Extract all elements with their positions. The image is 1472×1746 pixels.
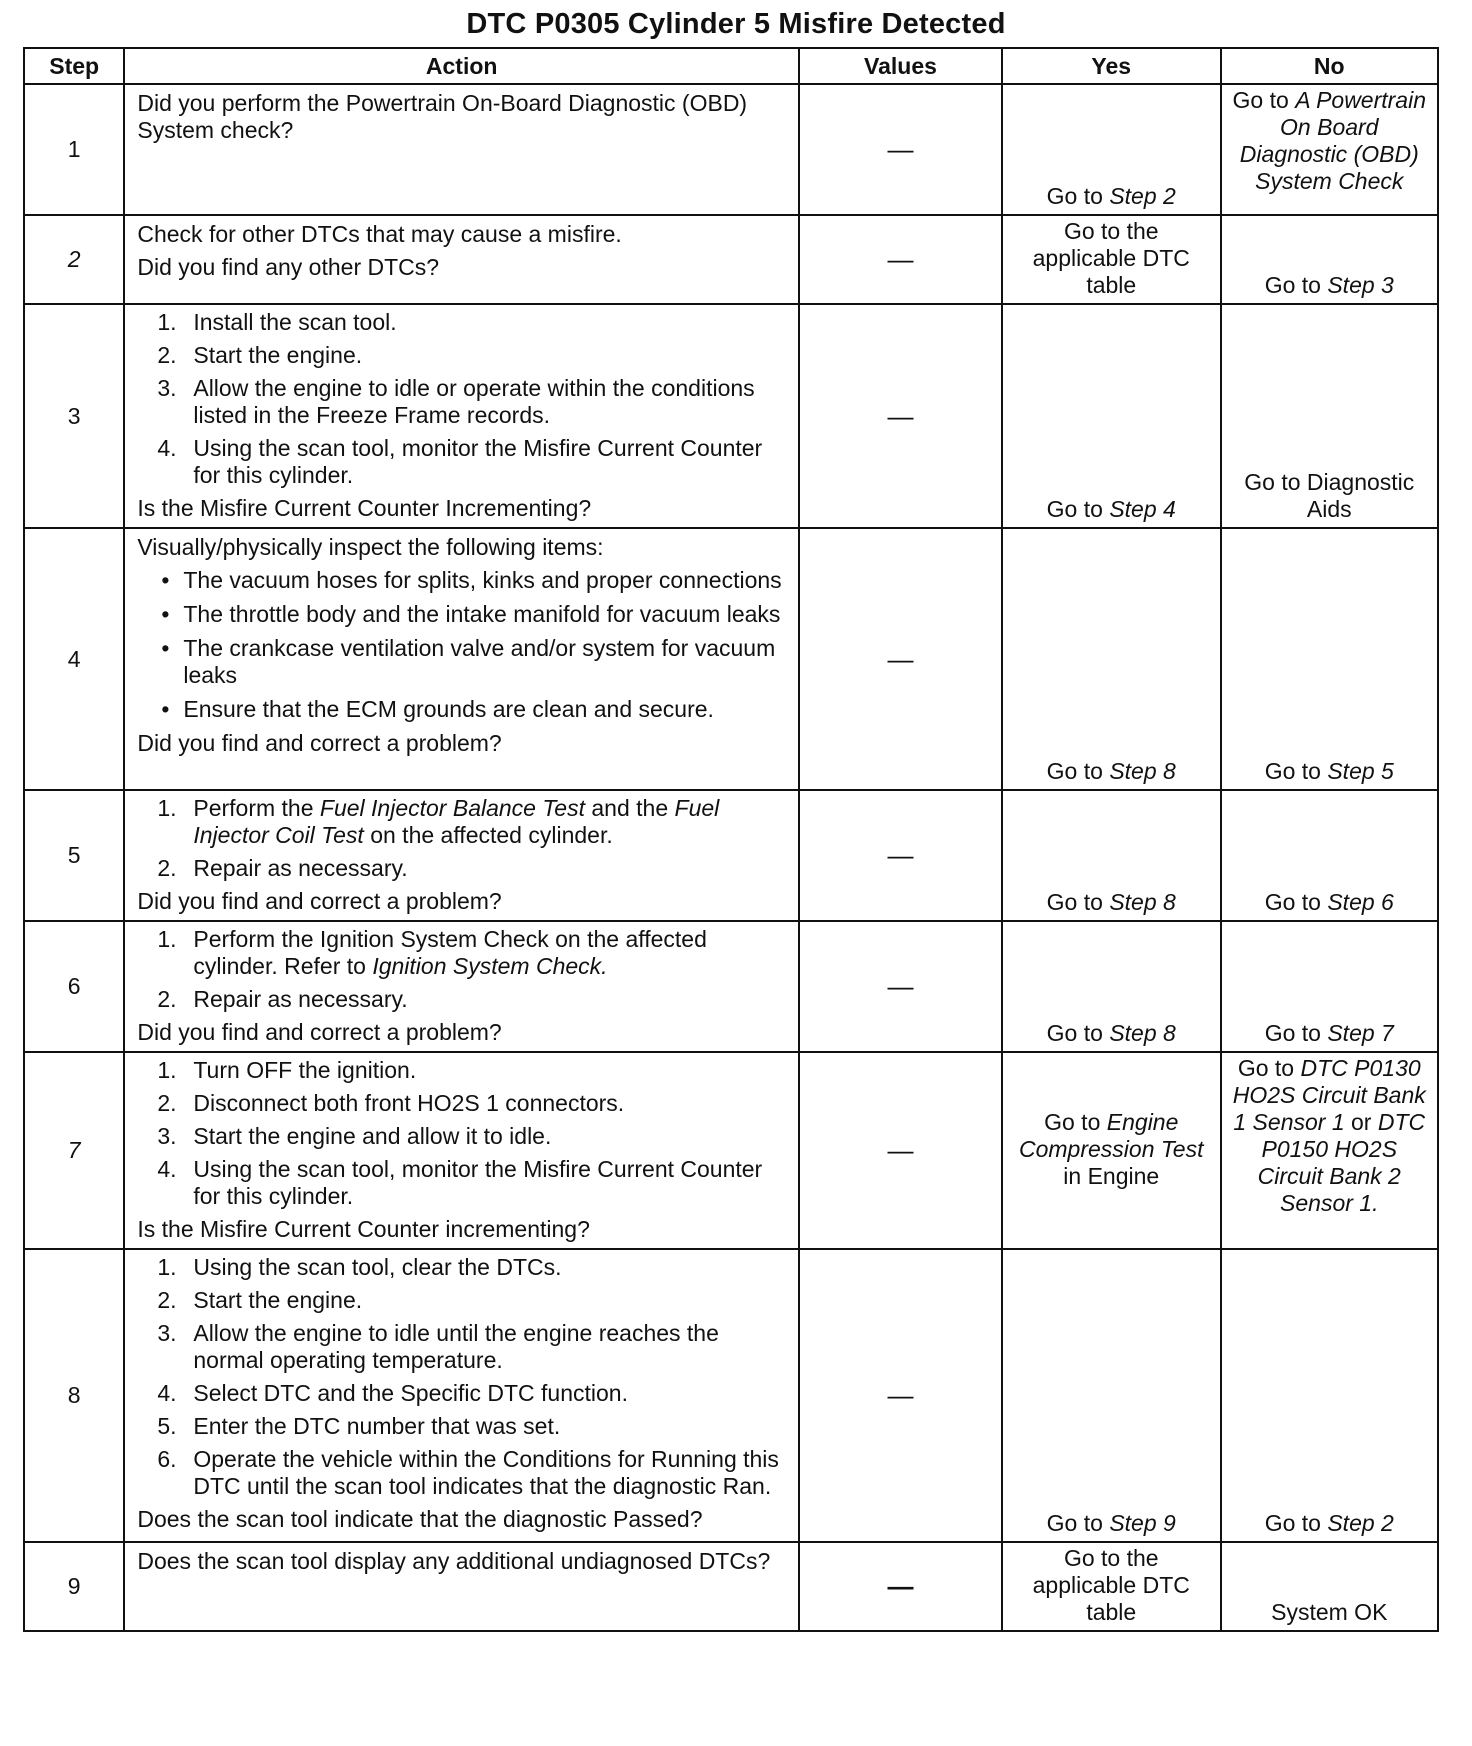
value-cell: —	[799, 1542, 1002, 1631]
action-steps	[137, 795, 788, 882]
table-row	[24, 1542, 1438, 1631]
item-text: Perform the Ignition System Check on the affected cylinder. Refer to	[193, 926, 707, 979]
item-number: 5.	[157, 1413, 177, 1439]
yes-prefix: Go to	[1044, 1109, 1107, 1135]
list-item	[137, 696, 788, 723]
item-number: 4.	[157, 1380, 177, 1406]
yes-link[interactable]: Step 8	[1109, 1020, 1176, 1046]
list-item	[137, 986, 788, 1013]
bullet-icon: •	[161, 601, 170, 627]
table-row	[24, 528, 1438, 790]
value-cell: —	[799, 304, 1002, 528]
step-number: 9	[24, 1542, 124, 1631]
header-step: Step	[24, 48, 124, 84]
yes-prefix: Go to	[1046, 183, 1110, 209]
item-text: Using the scan tool, monitor the Misfire Current Counter for this cylinder.	[193, 435, 763, 488]
item-text: Operate the vehicle within the Conditions for Running this DTC until the scan tool indicates that the diagnostic Ran.	[193, 1446, 779, 1499]
no-link[interactable]: Step 2	[1327, 1510, 1394, 1536]
yes-link[interactable]: Step 4	[1109, 496, 1176, 522]
item-number: 1.	[157, 926, 177, 952]
item-text: on the affected cylinder.	[363, 822, 613, 848]
list-item	[137, 601, 788, 628]
step-number: 4	[24, 528, 124, 790]
item-number: 2.	[157, 986, 177, 1012]
yes-cell	[1002, 1052, 1221, 1249]
list-item	[137, 1320, 788, 1374]
item-text: Repair as necessary.	[193, 855, 408, 881]
yes-cell	[1002, 304, 1221, 528]
action-question: Did you find any other DTCs?	[137, 254, 440, 280]
item-number: 1.	[157, 309, 177, 335]
value-cell: —	[799, 528, 1002, 790]
header-yes: Yes	[1002, 48, 1221, 84]
step-number: 5	[24, 790, 124, 921]
item-number: 3.	[157, 1123, 177, 1149]
no-link[interactable]: Step 7	[1327, 1020, 1394, 1046]
item-number: 2.	[157, 1287, 177, 1313]
item-text: Install the scan tool.	[193, 309, 397, 335]
value-cell: —	[799, 790, 1002, 921]
action-cell	[124, 304, 799, 528]
list-item	[137, 1254, 788, 1281]
action-cell	[124, 1249, 799, 1542]
item-number: 4.	[157, 435, 177, 461]
item-text: Using the scan tool, monitor the Misfire Current Counter for this cylinder.	[193, 1156, 763, 1209]
header-values: Values	[799, 48, 1002, 84]
list-item	[137, 855, 788, 882]
list-item	[137, 1380, 788, 1407]
yes-link[interactable]: Engine Compression Test	[1018, 1109, 1204, 1162]
list-item	[137, 342, 788, 369]
table-row	[24, 304, 1438, 528]
yes-cell	[1002, 790, 1221, 921]
action-question: Is the Misfire Current Counter incrementing?	[137, 1216, 590, 1242]
action-question: Is the Misfire Current Counter Incrementing?	[137, 495, 592, 521]
no-prefix: Go to	[1264, 1020, 1328, 1046]
item-number: 2.	[157, 342, 177, 368]
value-cell: —	[799, 1052, 1002, 1249]
list-item	[137, 1123, 788, 1150]
table-row	[24, 84, 1438, 215]
no-connector: or	[1344, 1109, 1378, 1135]
list-item	[137, 375, 788, 429]
no-cell[interactable]: Go to Diagnostic Aids	[1221, 304, 1438, 528]
step-number-cell	[24, 215, 124, 304]
yes-cell[interactable]: Go to the applicable DTC table	[1002, 215, 1221, 304]
no-cell	[1221, 790, 1438, 921]
action-cell	[124, 1052, 799, 1249]
yes-prefix: Go to	[1046, 1510, 1110, 1536]
yes-prefix: Go to	[1046, 889, 1110, 915]
list-item	[137, 567, 788, 594]
bullet-icon: •	[161, 567, 170, 593]
action-question: Did you find and correct a problem?	[137, 1019, 502, 1045]
item-text: Allow the engine to idle or operate within the conditions listed in the Freeze Frame records.	[193, 375, 755, 428]
item-number: 3.	[157, 1320, 177, 1346]
item-text: Turn OFF the ignition.	[193, 1057, 417, 1083]
item-text: Repair as necessary.	[193, 986, 408, 1012]
list-item	[137, 1057, 788, 1084]
item-text: Start the engine.	[193, 1287, 363, 1313]
no-cell	[1221, 528, 1438, 790]
procedure-link[interactable]: Fuel Injector Coil Test	[193, 795, 720, 848]
yes-cell	[1002, 84, 1221, 215]
no-cell	[1221, 921, 1438, 1052]
no-prefix: Go to	[1264, 758, 1328, 784]
list-item	[137, 926, 788, 980]
item-text: The crankcase ventilation valve and/or system for vacuum leaks	[183, 635, 776, 688]
action-cell	[124, 790, 799, 921]
item-text: and the	[584, 795, 675, 821]
list-item	[137, 1413, 788, 1440]
item-number: 1.	[157, 795, 177, 821]
inspection-bullets	[137, 567, 788, 723]
item-text: Perform the	[193, 795, 320, 821]
no-link[interactable]: Step 6	[1327, 889, 1394, 915]
header-no: No	[1221, 48, 1438, 84]
step-number: 8	[24, 1249, 124, 1542]
yes-link[interactable]: Step 2	[1109, 183, 1176, 209]
procedure-link[interactable]: Fuel Injector Balance Test	[319, 795, 585, 821]
no-link[interactable]: DTC P0150 HO2S Circuit Bank 2 Sensor 1.	[1257, 1109, 1426, 1216]
list-item	[137, 435, 788, 489]
item-number: 6.	[157, 1446, 177, 1472]
step-number: 7	[67, 1137, 81, 1163]
yes-cell	[1002, 921, 1221, 1052]
no-cell	[1221, 1052, 1438, 1249]
value-cell: —	[799, 215, 1002, 304]
no-cell	[1221, 215, 1438, 304]
list-item	[137, 1090, 788, 1117]
list-item	[137, 635, 788, 689]
step-number: 1	[24, 84, 124, 215]
action-steps	[137, 1057, 788, 1210]
item-text: Disconnect both front HO2S 1 connectors.	[193, 1090, 625, 1116]
bullet-icon: •	[161, 635, 170, 661]
page-title: DTC P0305 Cylinder 5 Misfire Detected	[466, 8, 1006, 40]
no-cell	[1221, 1249, 1438, 1542]
action-cell	[124, 84, 799, 215]
yes-link[interactable]: Step 9	[1109, 1510, 1176, 1536]
action-question: Does the scan tool indicate that the diagnostic Passed?	[137, 1506, 703, 1532]
procedure-link[interactable]: Ignition System Check.	[372, 953, 608, 979]
no-prefix: Go to	[1264, 272, 1328, 298]
action-cell	[124, 1542, 799, 1631]
item-number: 4.	[157, 1156, 177, 1182]
table-row	[24, 790, 1438, 921]
item-text: Allow the engine to idle until the engine reaches the normal operating temperature.	[193, 1320, 719, 1373]
action-text: Check for other DTCs that may cause a misfire.	[137, 221, 622, 247]
list-item	[137, 1446, 788, 1500]
no-link[interactable]: A Powertrain On Board Diagnostic (OBD) System Check	[1239, 87, 1426, 194]
action-steps	[137, 309, 788, 489]
no-link[interactable]: Step 5	[1327, 758, 1394, 784]
table-row	[24, 1249, 1438, 1542]
no-prefix: Go to	[1232, 87, 1296, 113]
item-text: Ensure that the ECM grounds are clean and secure.	[183, 696, 714, 722]
action-question: Did you find and correct a problem?	[137, 730, 502, 756]
no-link[interactable]: Step 3	[1327, 272, 1394, 298]
yes-link[interactable]: Step 8	[1109, 758, 1176, 784]
action-question: Does the scan tool display any additional undiagnosed DTCs?	[137, 1548, 771, 1574]
list-item	[137, 309, 788, 336]
table-header-row	[24, 48, 1438, 84]
diagnostic-table	[23, 47, 1439, 1632]
no-cell: System OK	[1221, 1542, 1438, 1631]
yes-prefix: Go to	[1046, 496, 1110, 522]
action-question: Did you find and correct a problem?	[137, 888, 502, 914]
no-prefix: Go to	[1237, 1055, 1301, 1081]
item-text: The vacuum hoses for splits, kinks and proper connections	[183, 567, 782, 593]
item-number: 2.	[157, 855, 177, 881]
item-text: Start the engine and allow it to idle.	[193, 1123, 552, 1149]
action-cell	[124, 921, 799, 1052]
action-steps	[137, 926, 788, 1013]
item-number: 1.	[157, 1057, 177, 1083]
step-number: 6	[24, 921, 124, 1052]
value-cell: —	[799, 921, 1002, 1052]
list-item	[137, 795, 788, 849]
table-row	[24, 1052, 1438, 1249]
item-number: 3.	[157, 375, 177, 401]
value-cell: —	[799, 1249, 1002, 1542]
item-number: 2.	[157, 1090, 177, 1116]
action-text: Visually/physically inspect the following items:	[137, 534, 604, 560]
action-cell	[124, 215, 799, 304]
list-item	[137, 1156, 788, 1210]
no-prefix: Go to	[1264, 1510, 1328, 1536]
yes-link[interactable]: Step 8	[1109, 889, 1176, 915]
item-text: Enter the DTC number that was set.	[193, 1413, 561, 1439]
yes-prefix: Go to	[1046, 1020, 1110, 1046]
step-number: 2	[67, 246, 81, 272]
action-text: Did you perform the Powertrain On-Board Diagnostic (OBD) System check?	[137, 90, 748, 143]
header-action: Action	[124, 48, 799, 84]
action-steps	[137, 1254, 788, 1500]
list-item	[137, 1287, 788, 1314]
yes-cell[interactable]: Go to the applicable DTC table	[1002, 1542, 1221, 1631]
no-link[interactable]: DTC P0130 HO2S Circuit Bank 1 Sensor 1	[1232, 1055, 1426, 1135]
yes-cell	[1002, 528, 1221, 790]
item-text: Select DTC and the Specific DTC function.	[193, 1380, 628, 1406]
item-text: Start the engine.	[193, 342, 363, 368]
no-prefix: Go to	[1264, 889, 1328, 915]
step-number: 3	[24, 304, 124, 528]
no-cell	[1221, 84, 1438, 215]
table-row	[24, 215, 1438, 304]
action-cell	[124, 528, 799, 790]
value-cell: —	[799, 84, 1002, 215]
table-row	[24, 921, 1438, 1052]
item-text: Using the scan tool, clear the DTCs.	[193, 1254, 562, 1280]
yes-prefix: Go to	[1046, 758, 1110, 784]
bullet-icon: •	[161, 696, 170, 722]
item-text: The throttle body and the intake manifold for vacuum leaks	[183, 601, 781, 627]
yes-cell	[1002, 1249, 1221, 1542]
item-number: 1.	[157, 1254, 177, 1280]
step-number-cell	[24, 1052, 124, 1249]
yes-suffix: in Engine	[1063, 1163, 1160, 1189]
